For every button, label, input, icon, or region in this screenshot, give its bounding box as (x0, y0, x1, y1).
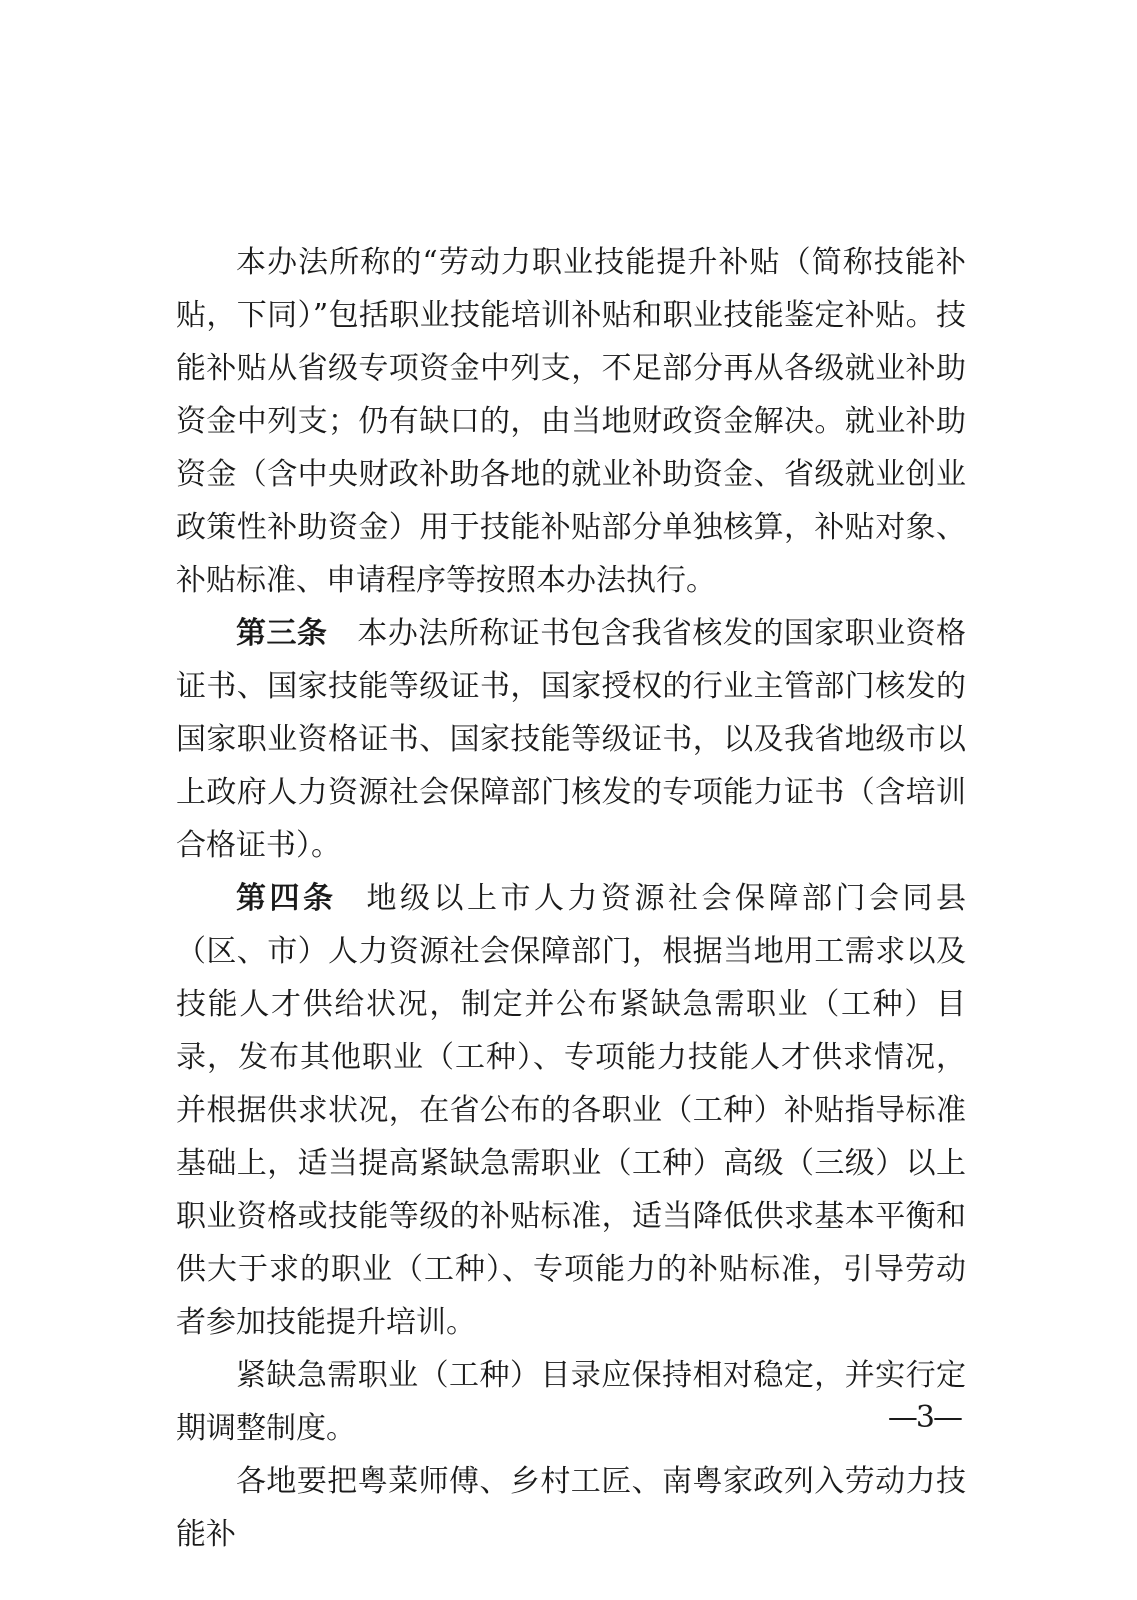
paragraph-local-programs (176, 1455, 966, 1561)
paragraph-text: 紧缺急需职业（工种）目录应保持相对稳定，并实行定期调整制度。 (176, 1358, 966, 1446)
paragraph-text: 本办法所称证书包含我省核发的国家职业资格证书、国家技能等级证书，国家授权的行业主管部门核发的国家职业资格证书、国家技能等级证书，以及我省地级市以上政府人力资源社会保障部门核发的专项能力证书（含培训合格证书）。 (176, 616, 967, 863)
paragraph-subsidy-definition (176, 236, 966, 607)
paragraph-article-4 (176, 872, 966, 1349)
page-number: —3— (887, 1400, 961, 1435)
article-label: 第四条 (236, 881, 337, 916)
paragraph-text: 本办法所称的“劳动力职业技能提升补贴（简称技能补贴，下同）”包括职业技能培训补贴和职业技能鉴定补贴。技能补贴从省级专项资金中列支，不足部分再从各级就业补助资金中列支；仍有缺口的，由当地财政资金解决。就业补助资金（含中央财政补助各地的就业补助资金、省级就业创业政策性补助资金）用于技能补贴部分单独核算，补贴对象、补贴标准、申请程序等按照本办法执行。 (176, 245, 966, 598)
article-label: 第三条 (236, 616, 328, 651)
paragraph-article-3 (176, 607, 966, 872)
paragraph-text: 地级以上市人力资源社会保障部门会同县（区、市）人力资源社会保障部门，根据当地用工需求以及技能人才供给状况，制定并公布紧缺急需职业（工种）目录，发布其他职业（工种）、专项能力技能人才供求情况，并根据供求状况，在省公布的各职业（工种）补贴指导标准基础上，适当提高紧缺急需职业（工种）高级（三级）以上职业资格或技能等级的补贴标准，适当降低供求基本平衡和供大于求的职业（工种）、专项能力的补贴标准，引导劳动者参加技能提升培训。 (176, 881, 966, 1340)
paragraph-catalog-adjustment (176, 1349, 966, 1455)
paragraph-text: 各地要把粤菜师傅、乡村工匠、南粤家政列入劳动力技能补 (176, 1464, 966, 1552)
body-text (176, 236, 966, 1561)
